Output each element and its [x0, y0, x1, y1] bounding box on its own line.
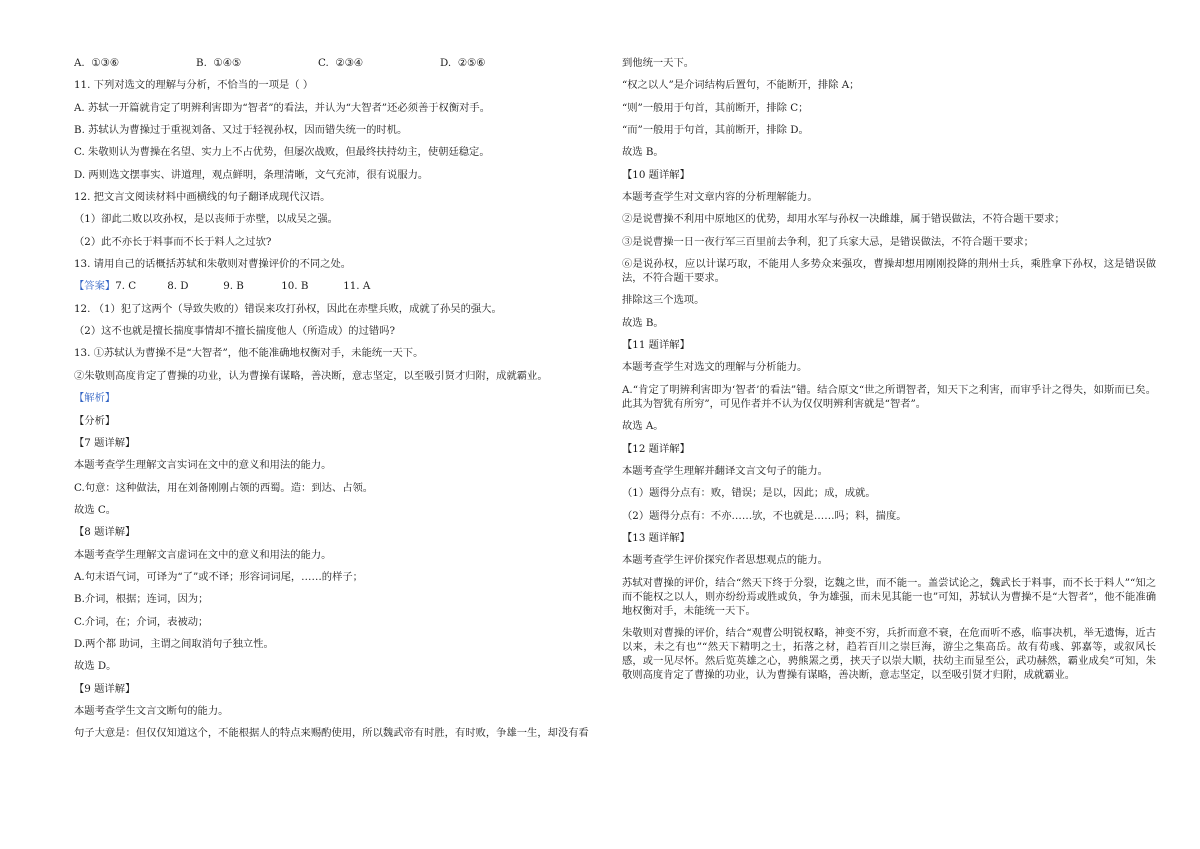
detail-10-title: 【10 题详解】 — [622, 168, 690, 181]
detail-8-title: 【8 题详解】 — [74, 526, 136, 539]
question-12-1: （1）卻此二败以攻孙权，是以丧师于赤壁，以成吴之强。 — [74, 213, 338, 226]
options-row — [74, 56, 604, 70]
detail-13-title: 【13 题详解】 — [622, 531, 690, 544]
q11-option-a: A. 苏轼一开篇就肯定了明辨利害即为“智者”的看法，并认为“大智者”还必须善于权衡对手。 — [74, 101, 491, 114]
detail-9-line: 到他统一天下。 — [622, 57, 695, 69]
detail-8-line: 故选 D。 — [74, 660, 117, 673]
answer-12-1: 12. （1）犯了这两个（导致失败的）错误来攻打孙权，因此在赤壁兵败，成就了孙吴的强大。 — [74, 302, 502, 315]
answer-13-2: ②朱敬则高度肯定了曹操的功业，认为曹操有谋略，善决断，意志坚定，以至吸引贤才归附，成就霸业。 — [74, 369, 548, 382]
detail-13-line: 本题考查学生评价探究作者思想观点的能力。 — [622, 554, 828, 567]
detail-11-title: 【11 题详解】 — [622, 339, 690, 352]
detail-9-title: 【9 题详解】 — [74, 682, 136, 695]
right-column — [622, 56, 1156, 690]
question-12: 12. 把文言文阅读材料中画横线的句子翻译成现代汉语。 — [74, 191, 331, 204]
detail-9-line: 故选 B。 — [622, 146, 664, 159]
detail-7-line: 本题考查学生理解文言实词在文中的意义和用法的能力。 — [74, 459, 332, 472]
detail-13-line: 朱敬则对曹操的评价，结合“观曹公明锐权略，神变不穷，兵折而意不衰，在危而听不惑，临事决机，举无遗悔，近古以来，未之有也”“然天下精明之士，拓落之材，趋若百川之崇巨海，游尘之集高岳。故有荀彧、郭嘉等，或叙风长感，或一见尽怀。然后览英雄之心，骋熊罴之勇，挟天子以崇大顺，扶幼主而显至公，武功赫然，霸业成矣”可知，朱敬则高度肯定了曹操的功业，认为曹操有谋略，善决断，意志坚定，以至吸引贤才归附，成就霸业。 — [622, 626, 1156, 681]
detail-10-line: ②是说曹操不利用中原地区的优势，却用水军与孙权一决雌雄，属于错误做法，不符合题干要求； — [622, 213, 1065, 226]
q11-option-d: D. 两则选文摆事实、讲道理，观点鲜明，条理清晰，文气充沛，很有说服力。 — [74, 168, 429, 181]
answer-10: 10. B — [281, 280, 309, 293]
detail-8-line: B.介词，根据；连词，因为； — [74, 593, 209, 606]
detail-8-line: C.介词，在；介词，表被动； — [74, 615, 209, 628]
q11-option-c: C. 朱敬则认为曹操在名望、实力上不占优势，但屡次战败，但最终扶持幼主，使朝廷稳定。 — [74, 146, 490, 159]
detail-10-line: 本题考查学生对文章内容的分析理解能力。 — [622, 191, 818, 204]
detail-11-line: A.“肯定了明辨利害即为‘智者’的看法”错。结合原文“世之所谓智者，知天下之利害，而审乎计之得失，如斯而已矣。此其为智犹有所穷”，可见作者并不认为仅仅明辨利害就是“智者”。 — [622, 383, 1156, 410]
detail-11-line: 故选 A。 — [622, 420, 664, 433]
question-13: 13. 请用自己的话概括苏轼和朱敬则对曹操评价的不同之处。 — [74, 258, 352, 271]
detail-9-line: “权之以人”是介词结构后置句，不能断开，排除 A； — [622, 79, 860, 92]
answer-12-2: （2）这不也就是擅长揣度事情却不擅长揣度他人（所造成）的过错吗? — [74, 325, 395, 338]
analysis-tag: 【解析】 — [74, 392, 116, 405]
detail-12-line: （1）题得分点有：败，错误；是以，因此；成，成就。 — [622, 487, 876, 500]
option-d: D. ②⑤⑥ — [440, 57, 486, 69]
left-column — [74, 56, 604, 749]
fenxi-heading: 【分析】 — [74, 414, 116, 427]
detail-12-line: （2）题得分点有：不亦……欤，不也就是……吗；料，揣度。 — [622, 509, 907, 522]
detail-11-line: 本题考查学生对选文的理解与分析能力。 — [622, 361, 808, 374]
detail-7-title: 【7 题详解】 — [74, 436, 136, 449]
question-11: 11. 下列对选文的理解与分析，不恰当的一项是（ ） — [74, 79, 314, 92]
detail-12-title: 【12 题详解】 — [622, 442, 690, 455]
detail-13-line: 苏轼对曹操的评价，结合“然天下终于分裂，讫魏之世，而不能一。盖尝试论之，魏武长于料事，而不长于料人”“知之而不能权之以人，则亦纷纷焉或胜或负，争为雄强，而未见其能一也”可知，苏轼认为曹操不是“大智者”，他不能准确地权衡对手，未能统一天下。 — [622, 576, 1156, 617]
detail-7-line: C.句意：这种做法，用在刘备刚刚占领的西蜀。造：到达、占领。 — [74, 481, 374, 494]
answer-11: 11. A — [343, 280, 371, 293]
question-12-2: （2）此不亦长于料事而不长于料人之过欤? — [74, 235, 272, 248]
option-c: C. ②③④ — [318, 57, 364, 69]
answer-13-1: 13. ①苏轼认为曹操不是“大智者”，他不能准确地权衡对手，未能统一天下。 — [74, 347, 424, 360]
option-b: B. ①④⑤ — [196, 57, 242, 69]
detail-9-line: 句子大意是：但仅仅知道这个，不能根据人的特点来赐酌使用，所以魏武帝有时胜，有时败，争雄一生，却没有看 — [74, 727, 589, 740]
answer-tag: 【答案】 — [74, 280, 116, 293]
q11-option-b: B. 苏轼认为曹操过于重视刘备、又过于轻视孙权，因而错失统一的时机。 — [74, 124, 408, 137]
detail-8-line: 本题考查学生理解文言虚词在文中的意义和用法的能力。 — [74, 548, 332, 561]
answer-row — [74, 279, 604, 293]
detail-9-line: “而”一般用于句首，其前断开，排除 D。 — [622, 124, 809, 137]
detail-9-line: 本题考查学生文言文断句的能力。 — [74, 704, 229, 717]
answer-7: 7. C — [115, 280, 137, 293]
detail-8-line: D.两个都 助词，主谓之间取消句子独立性。 — [74, 637, 274, 650]
detail-10-line: ⑥是说孙权，应以计谋巧取，不能用人多势众来强攻，曹操却想用刚刚投降的荆州士兵，乘胜拿下孙权，这是错误做法，不符合题干要求。 — [622, 258, 1156, 285]
detail-10-line: ③是说曹操一日一夜行军三百里前去争利，犯了兵家大忌，是错误做法，不符合题干要求； — [622, 235, 1034, 248]
answer-9: 9. B — [223, 280, 244, 293]
detail-7-line: 故选 C。 — [74, 503, 117, 516]
detail-10-line: 排除这三个选项。 — [622, 294, 705, 307]
detail-8-line: A.句末语气词，可译为“了”或不译；形容词词尾，……的样子； — [74, 570, 363, 583]
detail-12-line: 本题考查学生理解并翻译文言文句子的能力。 — [622, 464, 828, 477]
detail-10-line: 故选 B。 — [622, 316, 664, 329]
detail-9-line: “则”一般用于句首，其前断开，排除 C； — [622, 101, 809, 114]
option-a: A. ①③⑥ — [74, 57, 119, 69]
answer-8: 8. D — [167, 280, 189, 293]
